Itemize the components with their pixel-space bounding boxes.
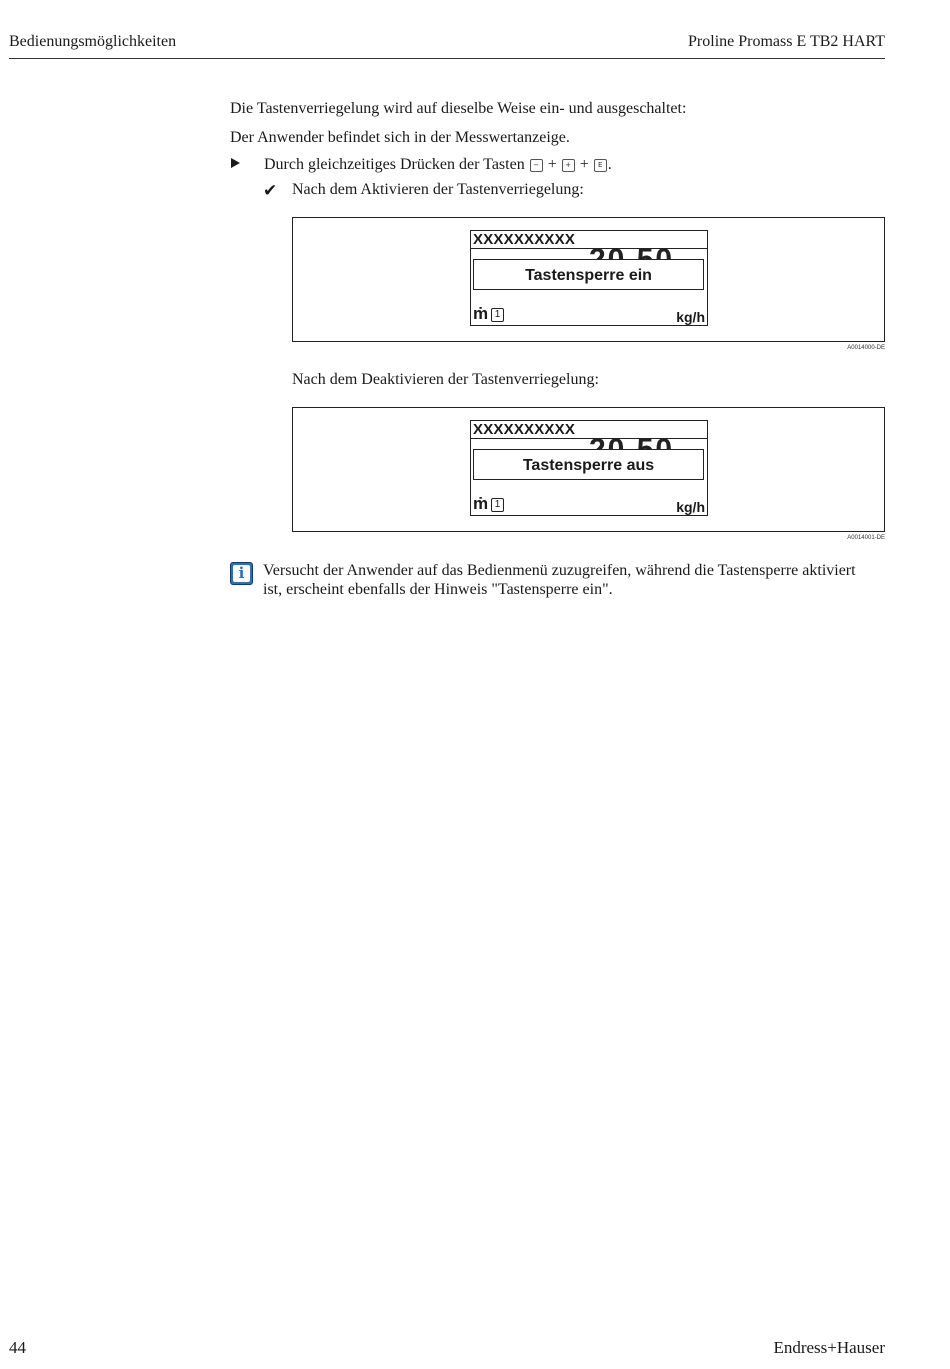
note-line-1: Versucht der Anwender auf das Bedienmenü zuzugreifen, während die Tastensperre aktiviert — [263, 562, 856, 579]
display-message: Tastensperre ein — [473, 259, 704, 290]
device-display — [470, 420, 708, 516]
intro-paragraph-1: Die Tastenverriegelung wird auf dieselbe Weise ein- und ausgeschaltet: — [230, 100, 687, 117]
figure-display-locked — [292, 217, 885, 342]
intro-paragraph-2: Der Anwender befindet sich in der Messwertanzeige. — [230, 129, 570, 146]
header-product-title: Proline Promass E TB2 HART — [688, 33, 885, 50]
step-instruction — [264, 156, 612, 174]
result-deactivate-text: Nach dem Deaktivieren der Tastenverriegelung: — [292, 371, 599, 388]
plus-key-icon: + — [562, 159, 575, 172]
figure-display-unlocked — [292, 407, 885, 532]
step-plus-2: + — [579, 156, 589, 173]
brand-name: Endress+Hauser — [773, 1338, 885, 1357]
info-icon — [230, 562, 253, 585]
device-display — [470, 230, 708, 326]
header-divider — [9, 58, 885, 59]
checkmark-icon: ✔ — [263, 181, 278, 201]
display-unit: kg/h — [676, 499, 705, 515]
step-end: . — [607, 156, 612, 173]
figure-code: A0014000-DE — [847, 345, 885, 351]
note-line-2: ist, erscheint ebenfalls der Hinweis "Tastensperre ein". — [263, 581, 613, 598]
display-message: Tastensperre aus — [473, 449, 704, 480]
step-text: Durch gleichzeitiges Drücken der Tasten — [264, 156, 525, 173]
enter-key-icon: E — [594, 159, 607, 172]
channel-indicator: 1 — [491, 308, 504, 322]
result-activate-text: Nach dem Aktivieren der Tastenverriegelung: — [292, 181, 584, 198]
info-glyph: i — [238, 564, 245, 582]
step-arrow-icon — [231, 158, 240, 168]
display-header: XXXXXXXXXX — [471, 231, 707, 249]
minus-key-icon: − — [530, 159, 543, 172]
display-header: XXXXXXXXXX — [471, 421, 707, 439]
mass-flow-symbol: ṁ — [473, 494, 489, 513]
mass-flow-symbol: ṁ — [473, 304, 489, 323]
display-unit: kg/h — [676, 309, 705, 325]
page-number: 44 — [9, 1338, 26, 1357]
figure-code: A0014001-DE — [847, 535, 885, 541]
channel-indicator: 1 — [491, 498, 504, 512]
step-plus-1: + — [547, 156, 557, 173]
header-section-title: Bedienungsmöglichkeiten — [9, 33, 177, 50]
